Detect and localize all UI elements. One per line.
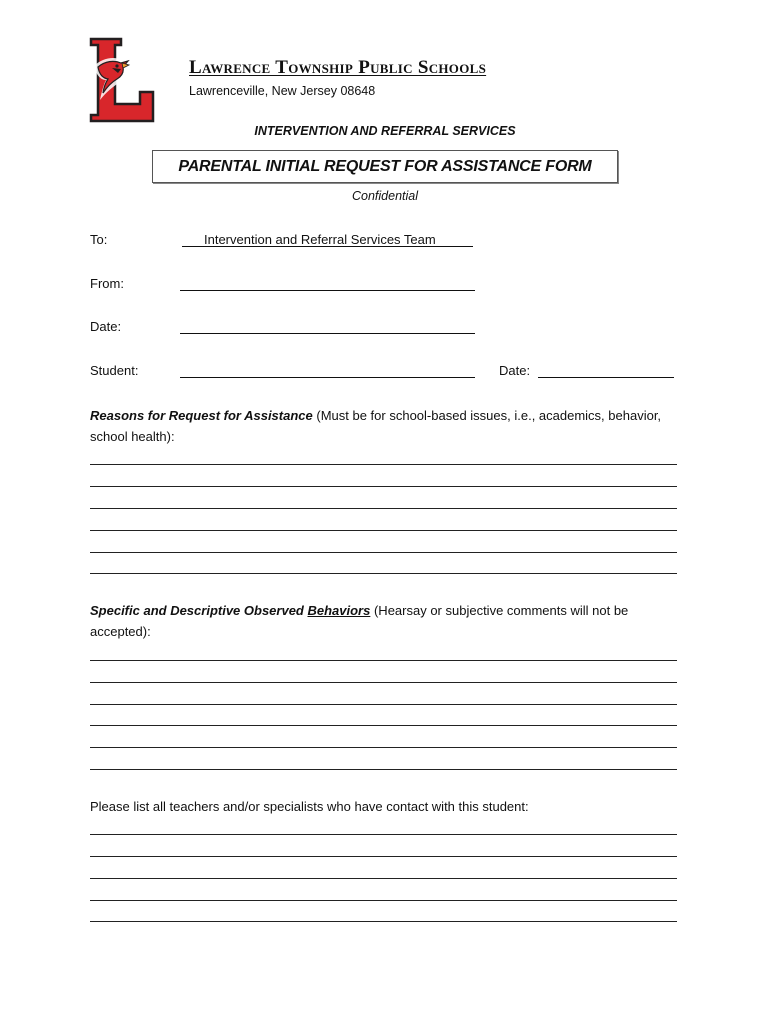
reasons-note: (Must be for school-based issues, i.e., academics, behavior, school health): — [90, 408, 662, 444]
answer-line[interactable] — [90, 464, 677, 465]
school-name: Lawrence Township Public Schools — [189, 57, 487, 78]
student-date-label: Date: — [499, 363, 531, 378]
to-value[interactable]: Intervention and Referral Services Team — [204, 232, 436, 247]
answer-line[interactable] — [90, 725, 677, 726]
student-date-line — [538, 377, 674, 378]
form-title: PARENTAL INITIAL REQUEST FOR ASSISTANCE FORM — [178, 157, 592, 175]
from-line — [180, 290, 475, 291]
answer-line[interactable] — [90, 834, 677, 835]
answer-line[interactable] — [90, 856, 677, 857]
to-label: To: — [90, 232, 108, 247]
behaviors-prompt — [90, 600, 680, 642]
answer-line[interactable] — [90, 769, 677, 770]
form-title-box — [152, 150, 618, 183]
date-label: Date: — [90, 319, 122, 334]
answer-line[interactable] — [90, 486, 677, 487]
to-line — [182, 246, 473, 247]
reasons-prompt — [90, 405, 680, 447]
confidential-label: Confidential — [351, 189, 418, 203]
from-label: From: — [90, 276, 124, 291]
answer-line[interactable] — [90, 530, 677, 531]
answer-line[interactable] — [90, 682, 677, 683]
answer-line[interactable] — [90, 878, 677, 879]
student-label: Student: — [90, 363, 139, 378]
answer-line[interactable] — [90, 552, 677, 553]
answer-line[interactable] — [90, 900, 677, 901]
behaviors-title-emph: Behaviors — [307, 603, 371, 618]
student-line — [180, 377, 475, 378]
teachers-prompt: Please list all teachers and/or specialists who have contact with this student: — [90, 799, 529, 814]
school-address: Lawrenceville, New Jersey 08648 — [189, 84, 376, 98]
cardinal-logo-icon — [88, 36, 156, 124]
department-title: INTERVENTION AND REFERRAL SERVICES — [254, 124, 516, 138]
answer-line[interactable] — [90, 660, 677, 661]
answer-line[interactable] — [90, 747, 677, 748]
reasons-title: Reasons for Request for Assistance — [90, 408, 313, 423]
answer-line[interactable] — [90, 508, 677, 509]
answer-line[interactable] — [90, 921, 677, 922]
answer-line[interactable] — [90, 573, 677, 574]
answer-line[interactable] — [90, 704, 677, 705]
behaviors-note: (Hearsay or subjective comments will not be accepted): — [90, 603, 629, 639]
date-line — [180, 333, 475, 334]
behaviors-title-prefix: Specific and Descriptive Observed — [90, 603, 308, 618]
school-logo — [88, 36, 156, 124]
